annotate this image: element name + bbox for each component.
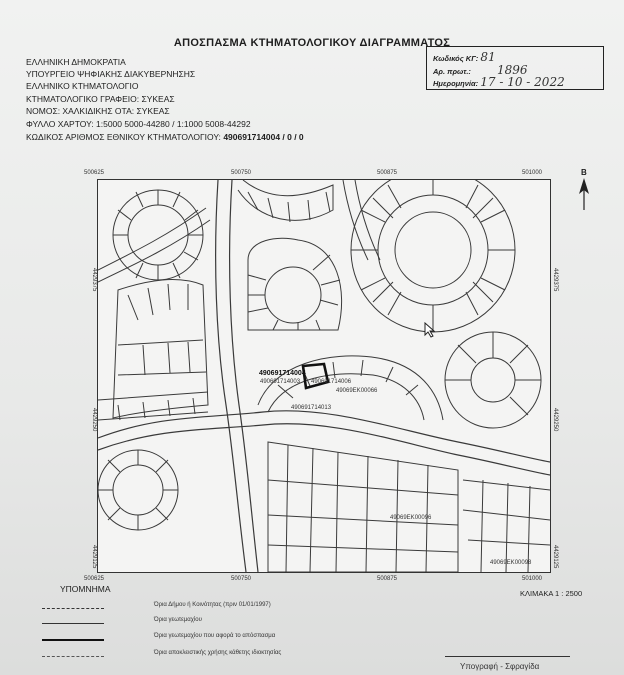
legend-item-label: Όρια γεωτεμαχίου bbox=[154, 617, 202, 623]
date-label: Ημερομηνία: bbox=[433, 79, 479, 88]
code-box bbox=[426, 46, 604, 90]
parcel-label: 490691714013 bbox=[291, 405, 332, 411]
y-coord-label: 4429375 bbox=[552, 268, 558, 292]
legend-item-label: Όρια γεωτεμαχίου που αφορά το απόσπασμα bbox=[154, 633, 276, 639]
document-title: ΑΠΟΣΠΑΣΜΑ ΚΤΗΜΑΤΟΛΟΓΙΚΟΥ ΔΙΑΓΡΑΜΜΑΤΟΣ bbox=[173, 37, 451, 49]
legend-title: ΥΠΟΜΝΗΜΑ bbox=[60, 584, 111, 594]
cadastral-map[interactable] bbox=[97, 179, 551, 573]
x-coord-label: 500875 bbox=[377, 576, 398, 582]
x-coord-label: 501000 bbox=[522, 576, 543, 582]
north-arrow-icon bbox=[575, 168, 595, 213]
kaek-label: ΚΩΔΙΚΟΣ ΑΡΙΘΜΟΣ ΕΘΝΙΚΟΥ ΚΤΗΜΑΤΟΛΟΓΙΟΥ: bbox=[26, 132, 221, 142]
code-row bbox=[433, 50, 496, 64]
header-map-sheet: ΦΥΛΛΟ ΧΑΡΤΟΥ: 1:5000 5000-44280 / 1:1000 5008-44292 bbox=[26, 119, 251, 129]
dash-cross-line-icon bbox=[42, 608, 104, 609]
parcel-label: 49069EK00098 bbox=[490, 560, 532, 566]
legend-item-municipal-boundary bbox=[42, 602, 342, 616]
parcel-label: 490691714006 bbox=[311, 379, 352, 385]
protocol-label: Αρ. πρωτ.: bbox=[433, 67, 471, 76]
legend-item-label: Όρια αποκλειστικής χρήσης κάθετης ιδιοκτησίας bbox=[154, 650, 282, 656]
header-prefecture: ΝΟΜΟΣ: ΧΑΛΚΙΔΙΚΗΣ ΟΤΑ: ΣΥΚΕΑΣ bbox=[26, 106, 170, 116]
y-coord-label: 4429125 bbox=[552, 545, 558, 569]
north-label: B bbox=[581, 168, 587, 177]
date-row bbox=[433, 75, 565, 89]
y-coord-label: 4429125 bbox=[91, 545, 97, 569]
y-coord-label: 4429250 bbox=[91, 408, 97, 432]
x-coord-label: 500750 bbox=[231, 576, 252, 582]
thin-line-icon bbox=[42, 623, 104, 624]
subject-parcel-label: 490691714004 bbox=[259, 370, 306, 377]
map-drawing bbox=[98, 180, 550, 572]
x-coord-label: 500625 bbox=[84, 576, 105, 582]
legend-item-exclusive-use bbox=[42, 650, 342, 664]
date-value: 17 - 10 - 2022 bbox=[480, 75, 565, 89]
kaek-value: 490691714004 / 0 / 0 bbox=[223, 132, 304, 142]
x-coord-label: 500875 bbox=[377, 170, 398, 176]
header-cadastre: ΕΛΛΗΝΙΚΟ ΚΤΗΜΑΤΟΛΟΓΙΟ bbox=[26, 81, 139, 91]
code-label: Κωδικός ΚΓ: bbox=[433, 54, 479, 63]
legend-item-subject-parcel bbox=[42, 633, 342, 647]
protocol-value: 1896 bbox=[497, 63, 528, 77]
legend-item-label: Όρια Δήμου ή Κοινότητας (πριν 01/01/1997) bbox=[154, 602, 271, 608]
signature-label: Υπογραφή - Σφραγίδα bbox=[460, 662, 540, 671]
x-coord-label: 500750 bbox=[231, 170, 252, 176]
header-republic: ΕΛΛΗΝΙΚΗ ΔΗΜΟΚΡΑΤΙΑ bbox=[26, 57, 126, 67]
signature-line bbox=[445, 656, 570, 657]
x-coord-label: 501000 bbox=[522, 170, 543, 176]
thick-line-icon bbox=[42, 639, 104, 641]
dashed-line-icon bbox=[42, 656, 104, 657]
legend-item-parcel-boundary bbox=[42, 617, 342, 631]
parcel-label: 49069EK00096 bbox=[390, 515, 432, 521]
y-coord-label: 4429250 bbox=[552, 408, 558, 432]
header-kaek bbox=[26, 132, 304, 142]
mouse-cursor-icon bbox=[424, 322, 436, 338]
y-coord-label: 4429375 bbox=[91, 268, 97, 292]
code-value: 81 bbox=[480, 50, 496, 64]
parcel-label: 490691714003 bbox=[260, 379, 301, 385]
parcel-label: 49069EK00066 bbox=[336, 388, 378, 394]
header-ministry: ΥΠΟΥΡΓΕΙΟ ΨΗΦΙΑΚΗΣ ΔΙΑΚΥΒΕΡΝΗΣΗΣ bbox=[26, 69, 196, 79]
header-office: ΚΤΗΜΑΤΟΛΟΓΙΚΟ ΓΡΑΦΕΙΟ: ΣΥΚΕΑΣ bbox=[26, 94, 175, 104]
x-coord-label: 500625 bbox=[84, 170, 105, 176]
map-scale: ΚΛΙΜΑΚΑ 1 : 2500 bbox=[520, 589, 583, 598]
